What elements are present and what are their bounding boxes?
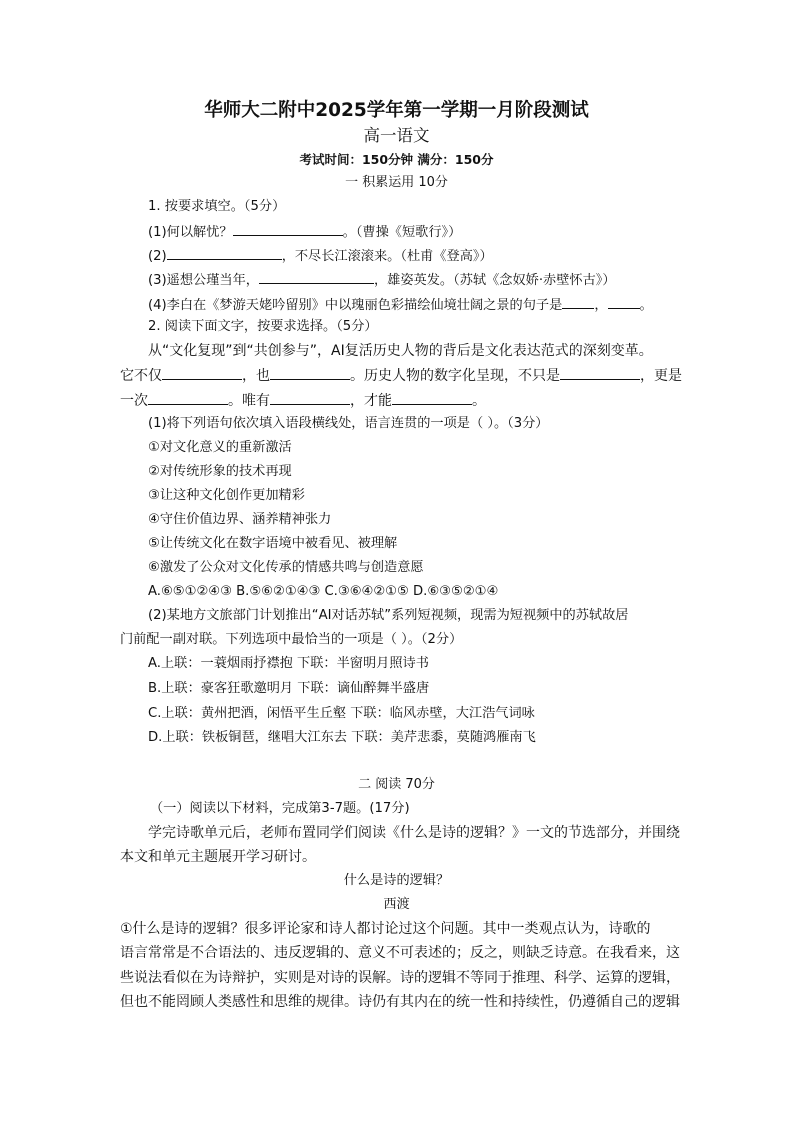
answer-blank[interactable]: [259, 270, 374, 284]
article-paragraph-line: 但也不能罔顾人类感性和思维的规律。诗仍有其内在的统一性和持续性，仍遵循自己的逻辑: [120, 994, 680, 1010]
exam-info: 考试时间：150分钟 满分：150分: [299, 152, 494, 167]
q2-passage-text: 一次: [120, 393, 148, 409]
q2-passage-text: 。历史人物的数字化呈现，不只是: [350, 368, 560, 384]
answer-blank[interactable]: [270, 391, 350, 405]
article-paragraph-line: 语言常常是不合语法的、违反逻辑的、意义不可表述的；反之，则缺乏诗意。在我看来，这: [120, 945, 680, 961]
q2-statement: ⑥激发了公众对文化传承的情感共鸣与创造意愿: [148, 560, 424, 575]
q1-item-2-text-b: ，不尽长江滚滚来。（杜甫《登高》）: [281, 249, 493, 264]
q2-passage-text: ，才能: [350, 393, 392, 409]
q2-passage-text: ，也: [242, 368, 270, 384]
exam-title: 华师大二附中2025学年第一学期一月阶段测试: [204, 100, 589, 121]
answer-blank[interactable]: [233, 222, 343, 236]
q1-item-3: [148, 270, 616, 290]
q1-item-4-text-b: ，: [594, 298, 608, 313]
q2-passage-text: 它不仅: [120, 368, 162, 384]
q2-statement: ④守住价值边界、涵养精神张力: [148, 512, 332, 527]
q1-item-4-text-c: 。: [639, 298, 653, 313]
q2-passage-line-3: [120, 391, 486, 411]
q1-item-3-text-a: (3)遥想公瑾当年，: [148, 273, 259, 288]
q1-item-1-text-b: 。（曹操《短歌行》）: [342, 225, 462, 240]
subject-title: 高一语文: [363, 126, 430, 145]
q2-passage-line-1: 从“文化复现”到“共创参与”，AI复活历史人物的背后是文化表达范式的深刻变革。: [148, 343, 653, 359]
answer-blank[interactable]: [560, 366, 640, 380]
section2-heading: 二 阅读 70分: [358, 777, 435, 792]
q2-sub2-prompt-line-2: 门前配一副对联。下列选项中最恰当的一项是（ ）。（2分）: [120, 632, 463, 647]
q1-item-2-text-a: (2): [148, 249, 167, 264]
couplet-option-b: B.上联：豪客狂歌邀明月 下联：谪仙醉舞半盛唐: [148, 681, 430, 696]
couplet-option-c: C.上联：黄州把酒，闲悟平生丘壑 下联：临风赤壁，大江浩气词咏: [148, 706, 535, 721]
q2-passage-text: 。: [472, 393, 486, 409]
answer-blank[interactable]: [148, 391, 228, 405]
q1-item-1: [148, 222, 461, 242]
q2-statement: ①对文化意义的重新激活: [148, 440, 292, 455]
couplet-option-a: A.上联：一蓑烟雨抒襟抱 下联：半窗明月照诗书: [148, 656, 429, 671]
answer-blank[interactable]: [562, 295, 594, 309]
article-author: 西渡: [383, 897, 410, 912]
q2-statement: ③让这种文化创作更加精彩: [148, 488, 305, 503]
q1-item-4-text-a: (4)李白在《梦游天姥吟留别》中以瑰丽色彩描绘仙境壮阔之景的句子是: [148, 298, 563, 313]
q2-sub2-prompt-line-1: (2)某地方文旅部门计划推出“AI对话苏轼”系列短视频，现需为短视频中的苏轼故居: [148, 608, 629, 623]
article-paragraph-line: 些说法看似在为诗辩护，实则是对诗的误解。诗的逻辑不等同于推理、科学、运算的逻辑，: [120, 970, 680, 986]
article-title: 什么是诗的逻辑？: [343, 873, 450, 888]
answer-blank[interactable]: [167, 246, 282, 260]
q2-statement: ⑤让传统文化在数字语境中被看见、被理解: [148, 536, 398, 551]
reading-intro-line-2: 本文和单元主题展开学习研讨。: [120, 849, 316, 865]
q2-passage-text: ，更是: [640, 368, 682, 384]
answer-blank[interactable]: [392, 391, 472, 405]
couplet-option-d: D.上联：铁板铜琶，继唱大江东去 下联：美芹悲黍，莫随鸿雁南飞: [148, 730, 536, 745]
reading-part-heading: （一）阅读以下材料，完成第3-7题。(17分): [150, 801, 410, 816]
article-paragraph-line: ①什么是诗的逻辑？很多评论家和诗人都讨论过这个问题。其中一类观点认为，诗歌的: [120, 921, 651, 937]
q2-passage-text: 。唯有: [228, 393, 270, 409]
q2-prompt: 2. 阅读下面文字，按要求选择。（5分）: [148, 319, 378, 334]
section1-heading: 一 积累运用 10分: [345, 175, 448, 190]
q2-sub1-prompt: (1)将下列语句依次填入语段横线处，语言连贯的一项是（ ）。（3分）: [148, 416, 549, 431]
answer-blank[interactable]: [270, 366, 350, 380]
q1-item-4: [148, 295, 653, 315]
q1-item-3-text-b: ，雄姿英发。（苏轼《念奴娇·赤壁怀古》）: [374, 273, 616, 288]
q2-passage-line-2: [120, 366, 682, 386]
q1-item-2: [148, 246, 493, 266]
q2-sub1-options: A.⑥⑤①②④③ B.⑤⑥②①④③ C.③⑥④②①⑤ D.⑥③⑤②①④: [148, 584, 499, 599]
q2-statement: ②对传统形象的技术再现: [148, 464, 292, 479]
q1-prompt: 1. 按要求填空。（5分）: [148, 199, 286, 214]
q1-item-1-text-a: (1)何以解忧？: [148, 225, 233, 240]
reading-intro-line-1: 学完诗歌单元后，老师布置同学们阅读《什么是诗的逻辑？》一文的节选部分，并围绕: [148, 825, 680, 841]
answer-blank[interactable]: [162, 366, 242, 380]
answer-blank[interactable]: [608, 295, 640, 309]
